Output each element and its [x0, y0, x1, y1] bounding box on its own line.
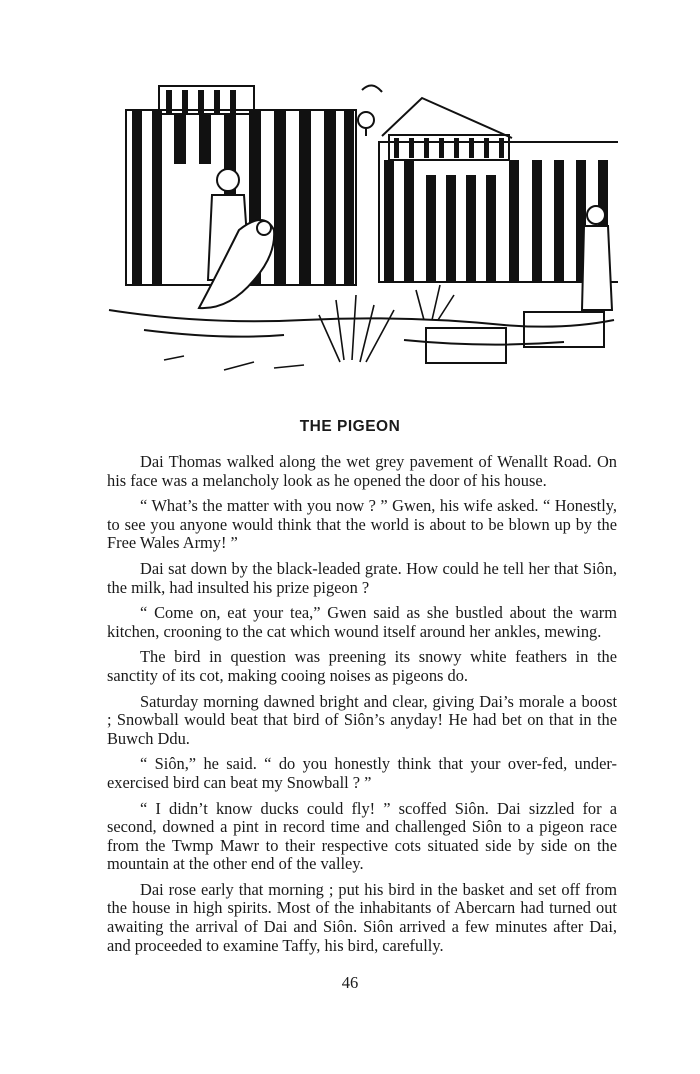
page-number: 46	[341, 973, 359, 992]
story-title: THE PIGEON	[299, 418, 401, 435]
paragraph: Dai rose early that morning ; put his bird in the basket and set off from the house in high spirits. Most of the inhabitants of Abercarn had turned out awaiting the arrival of Dai and Siôn. Siôn arrived a few minutes after Dai, and proceeded to examine Taffy, his bird, carefully.	[107, 879, 617, 955]
paragraph: “ I didn’t know ducks could fly! ” scoffed Siôn. Dai sizzled for a second, downed a pint in record time and challenged Siôn to a pigeon race from the Twmp Mawr to their respective cots situated side by side on the mountain at the other end of the valley.	[107, 798, 617, 874]
paragraph: Dai sat down by the black-leaded grate. How could he tell her that Siôn, the milk, had insulted his prize pigeon ?	[107, 558, 617, 597]
paragraph: Saturday morning dawned bright and clear, giving Dai’s morale a boost ; Snowball would beat that bird of Siôn’s anyday! He had bet on that in the Buwch Ddu.	[107, 691, 617, 748]
story-body	[107, 453, 617, 962]
paragraph: “ Come on, eat your tea,” Gwen said as she bustled about the warm kitchen, crooning to the cat which wound itself around her ankles, mewing.	[107, 603, 617, 641]
paragraph: “ Siôn,” he said. “ do you honestly think that your over-fed, under-exercised bird can beat my Snowball ? ”	[107, 754, 617, 792]
pigeon-lofts-illustration	[104, 80, 618, 380]
paragraph: “ What’s the matter with you now ? ” Gwen, his wife asked. “ Honestly, to see you anyone would think that the world is about to be blown up by the Free Wales Army! ”	[107, 496, 617, 553]
paragraph: Dai Thomas walked along the wet grey pavement of Wenallt Road. On his face was a melancholy look as he opened the door of his house.	[107, 452, 617, 490]
paragraph: The bird in question was preening its snowy white feathers in the sanctity of its cot, making cooing noises as pigeons do.	[107, 647, 617, 685]
